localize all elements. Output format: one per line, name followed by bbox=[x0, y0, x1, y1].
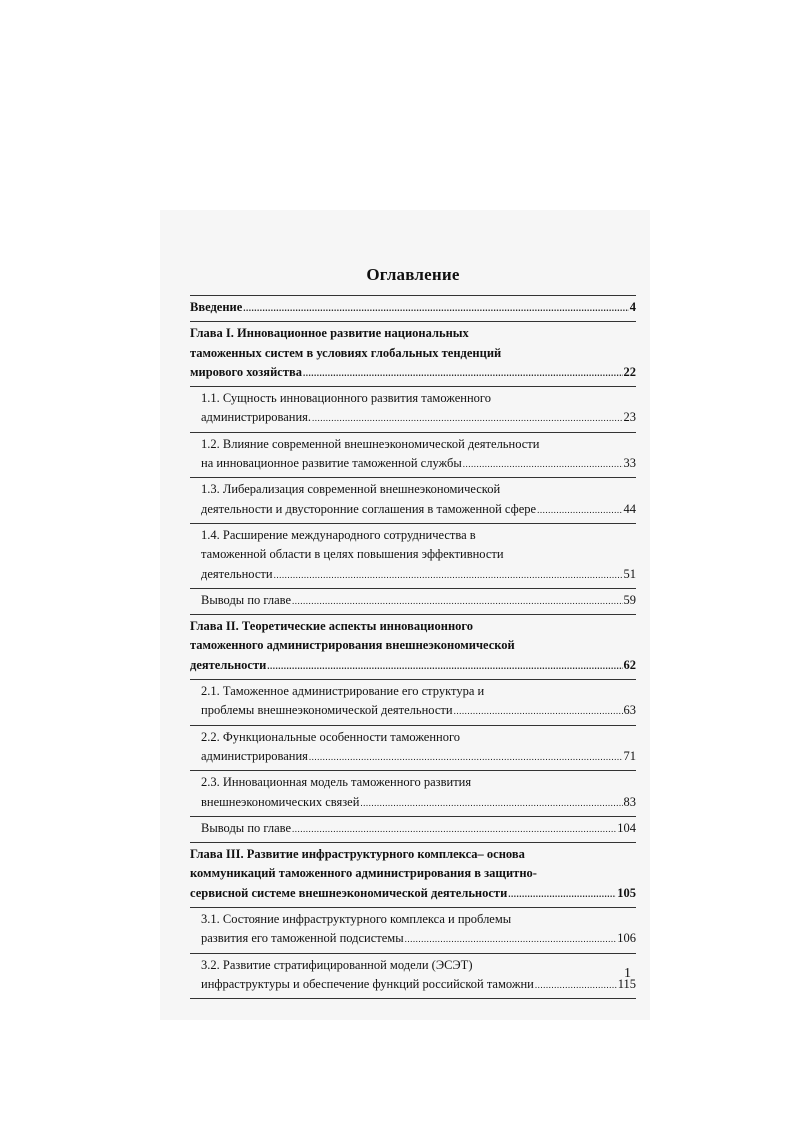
toc-entry-line: Глава II. Теоретические аспекты инновационного bbox=[190, 619, 474, 634]
toc-entry-last-line bbox=[201, 975, 636, 995]
toc-chapter-entry bbox=[190, 843, 636, 908]
toc-entry-last-line bbox=[201, 819, 636, 839]
toc-entry-text: администрирования. bbox=[201, 410, 312, 425]
toc-entry-line: таможенных систем в условиях глобальных тенденций bbox=[190, 345, 502, 360]
toc-entry-text: на инновационное развитие таможенной службы bbox=[201, 456, 462, 471]
toc-entry-text: Выводы по главе bbox=[201, 820, 292, 835]
toc-entry-text: администрирования bbox=[201, 748, 308, 763]
dot-leader bbox=[303, 364, 623, 383]
toc-entries bbox=[190, 295, 636, 999]
dot-leader bbox=[508, 885, 616, 904]
dot-leader bbox=[463, 455, 623, 474]
toc-section-entry bbox=[190, 387, 636, 433]
dot-leader bbox=[312, 409, 622, 428]
toc-entry-last-line bbox=[201, 793, 636, 813]
toc-section-entry bbox=[190, 771, 636, 817]
toc-page-number: 62 bbox=[623, 657, 636, 672]
toc-page-number: 23 bbox=[623, 410, 636, 425]
toc-entry-last-line bbox=[201, 454, 636, 474]
toc-entry-last-line bbox=[201, 408, 636, 428]
toc-entry-last-line bbox=[201, 929, 636, 949]
toc-entry-text: внешнеэкономических связей bbox=[201, 794, 360, 809]
toc-entry-line: 1.1. Сущность инновационного развития таможенного bbox=[201, 391, 491, 406]
toc-entry-line: Глава I. Инновационное развитие национальных bbox=[190, 326, 469, 341]
toc-entry-line: 2.2. Функциональные особенности таможенного bbox=[201, 729, 461, 744]
toc-section-entry bbox=[190, 726, 636, 772]
toc-entry-last-line bbox=[201, 747, 636, 767]
toc-title: Оглавление bbox=[366, 265, 460, 284]
dot-leader bbox=[405, 930, 617, 949]
toc-section-entry bbox=[190, 908, 636, 954]
toc-section-entry bbox=[190, 433, 636, 479]
dot-leader bbox=[360, 794, 622, 813]
toc-chapter-entry bbox=[190, 322, 636, 387]
toc-section-entry bbox=[190, 478, 636, 524]
toc-entry-line: 3.1. Состояние инфраструктурного комплекса и проблемы bbox=[201, 912, 512, 927]
toc-entry-text: деятельности bbox=[190, 657, 267, 672]
dot-leader bbox=[309, 748, 623, 767]
toc-entry-last-line bbox=[190, 298, 636, 318]
toc-entry-last-line bbox=[190, 363, 636, 383]
dot-leader bbox=[292, 820, 616, 839]
page-number: 1 bbox=[624, 966, 631, 981]
toc-section-entry bbox=[190, 524, 636, 589]
toc-entry-line: 1.4. Расширение международного сотрудничества в bbox=[201, 527, 476, 542]
toc-section-entry bbox=[190, 954, 636, 1000]
table-of-contents bbox=[190, 265, 636, 999]
toc-entry-last-line bbox=[201, 500, 636, 520]
dot-leader bbox=[537, 501, 622, 520]
toc-entry-text: инфраструктуры и обеспечение функций российской таможни bbox=[201, 976, 534, 991]
toc-entry-text: деятельности bbox=[201, 566, 273, 581]
toc-page-number: 4 bbox=[629, 300, 636, 314]
toc-section-entry bbox=[190, 817, 636, 843]
toc-entry-last-line bbox=[190, 656, 636, 676]
toc-entry-text: Выводы по главе bbox=[201, 592, 292, 607]
dot-leader bbox=[454, 702, 623, 721]
toc-entry-line: коммуникаций таможенного администрирования в защитно- bbox=[190, 866, 537, 881]
toc-entry-line: 2.1. Таможенное администрирование его структура и bbox=[201, 684, 485, 699]
toc-entry-last-line bbox=[190, 884, 636, 904]
toc-page-number: 105 bbox=[617, 885, 636, 900]
toc-entry-text: мирового хозяйства bbox=[190, 364, 302, 379]
dot-leader bbox=[535, 976, 617, 995]
toc-entry-text: деятельности и двусторонние соглашения в таможенной сфере bbox=[201, 501, 537, 516]
toc-entry-line: таможенной области в целях повышения эффективности bbox=[201, 547, 504, 562]
dot-leader bbox=[243, 299, 628, 318]
toc-entry-last-line bbox=[201, 701, 636, 721]
toc-section-entry bbox=[190, 589, 636, 615]
toc-entry-last-line bbox=[201, 565, 636, 585]
toc-page-number: 106 bbox=[617, 931, 636, 946]
toc-entry-line: 1.2. Влияние современной внешнеэкономической деятельности bbox=[201, 436, 540, 451]
toc-section-entry bbox=[190, 680, 636, 726]
toc-entry-text: Введение bbox=[190, 300, 243, 314]
toc-page-number: 33 bbox=[623, 456, 636, 471]
dot-leader bbox=[267, 657, 622, 676]
dot-leader bbox=[292, 592, 622, 611]
toc-entry-line: Глава III. Развитие инфраструктурного комплекса– основа bbox=[190, 847, 525, 862]
toc-page-number: 59 bbox=[623, 592, 636, 607]
toc-entry-line: 2.3. Инновационная модель таможенного развития bbox=[201, 775, 472, 790]
toc-page-number: 115 bbox=[617, 976, 636, 991]
toc-page-number: 71 bbox=[623, 748, 636, 763]
toc-page-number: 44 bbox=[623, 501, 636, 516]
toc-page-number: 104 bbox=[617, 820, 636, 835]
toc-page-number: 63 bbox=[623, 703, 636, 718]
toc-entry-line: 3.2. Развитие стратифицированной модели (ЭСЭТ) bbox=[201, 957, 473, 972]
toc-chapter-entry bbox=[190, 615, 636, 680]
toc-entry-text: сервисной системе внешнеэкономической деятельности bbox=[190, 885, 508, 900]
toc-entry-text: развития его таможенной подсистемы bbox=[201, 931, 404, 946]
toc-entry-last-line bbox=[201, 591, 636, 611]
toc-entry-line: таможенного администрирования внешнеэкономической bbox=[190, 638, 515, 653]
dot-leader bbox=[274, 566, 623, 585]
toc-entry-text: проблемы внешнеэкономической деятельности bbox=[201, 703, 453, 718]
toc-page-number: 22 bbox=[623, 364, 636, 379]
toc-entry-line: 1.3. Либерализация современной внешнеэкономической bbox=[201, 482, 501, 497]
toc-chapter-entry bbox=[190, 296, 636, 322]
toc-page-number: 51 bbox=[623, 566, 636, 581]
toc-page-number: 83 bbox=[623, 794, 636, 809]
